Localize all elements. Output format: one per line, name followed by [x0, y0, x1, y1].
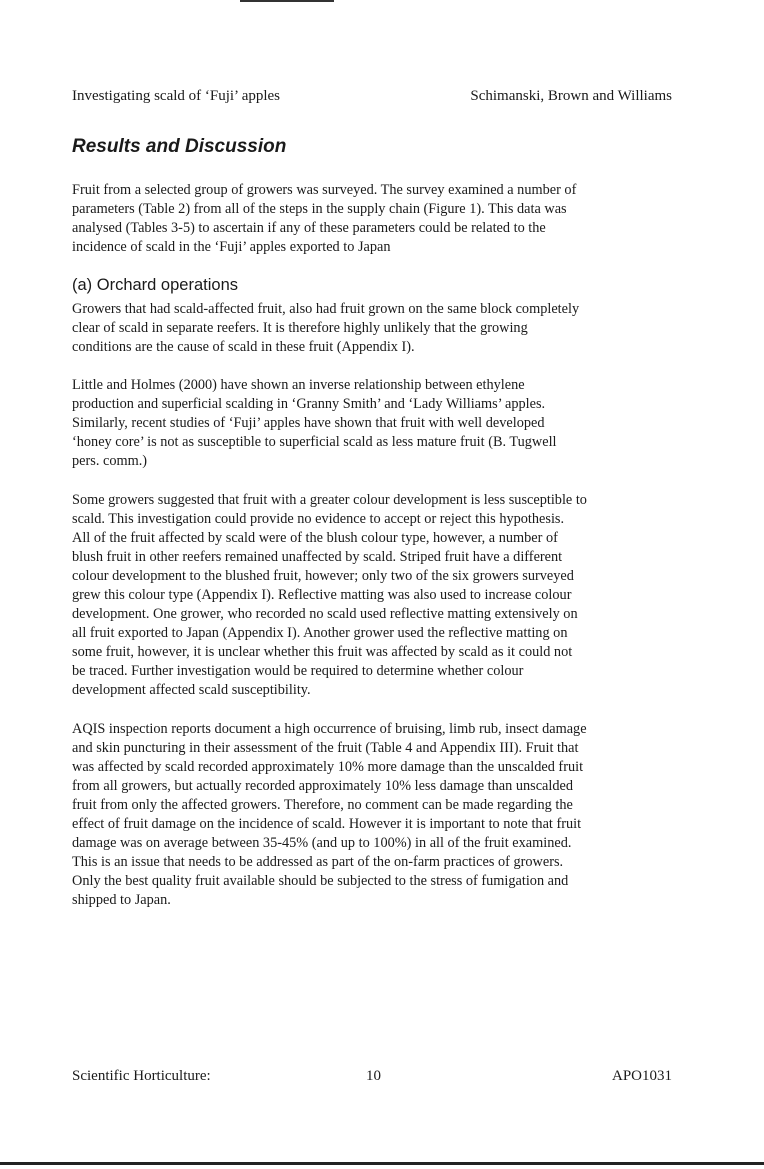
text-line: blush fruit in other reefers remained unaffected by scald. Striped fruit have a different [72, 549, 563, 565]
text-line: development affected scald susceptibility. [72, 682, 311, 698]
text-line: effect of fruit damage on the incidence of scald. However it is important to note that fruit [72, 816, 582, 832]
text-line: ‘honey core’ is not as susceptible to superficial scald as less mature fruit (B. Tugwell [72, 434, 557, 450]
text-line: shipped to Japan. [72, 892, 171, 908]
text-line: Only the best quality fruit available should be subjected to the stress of fumigation and [72, 873, 569, 889]
text-line: analysed (Tables 3-5) to ascertain if any of these parameters could be related to the [72, 220, 546, 236]
intro-paragraph [72, 181, 672, 257]
text-line: from all growers, but actually recorded approximately 10% less damage than unscalded [72, 778, 574, 794]
text-line: incidence of scald in the ‘Fuji’ apples exported to Japan [72, 239, 391, 255]
page-number: 10 [366, 1068, 381, 1084]
text-line: pers. comm.) [72, 453, 148, 469]
text-line: conditions are the cause of scald in these fruit (Appendix I). [72, 339, 415, 355]
text-line: parameters (Table 2) from all of the steps in the supply chain (Figure 1). This data was [72, 201, 567, 217]
bottom-rule [0, 1162, 764, 1165]
text-line: all fruit exported to Japan (Appendix I). Another grower used the reflective matting on [72, 625, 568, 641]
text-line: All of the fruit affected by scald were of the blush colour type, however, a number of [72, 530, 558, 546]
header-authors: Schimanski, Brown and Williams [470, 88, 672, 104]
text-line: fruit from only the affected growers. Therefore, no comment can be made regarding the [72, 797, 573, 813]
text-line: production and superficial scalding in ‘Granny Smith’ and ‘Lady Williams’ apples. [72, 396, 546, 412]
text-line: AQIS inspection reports document a high occurrence of bruising, limb rub, insect damage [72, 721, 587, 737]
text-line: some fruit, however, it is unclear whether this fruit was affected by scald as it could not [72, 644, 573, 660]
paragraph-growing-conditions [72, 300, 672, 357]
text-line: This is an issue that needs to be addressed as part of the on-farm practices of growers. [72, 854, 564, 870]
text-line: clear of scald in separate reefers. It is therefore highly unlikely that the growing [72, 320, 528, 336]
text-line: Growers that had scald-affected fruit, also had fruit grown on the same block completely [72, 301, 580, 317]
text-line: scald. This investigation could provide no evidence to accept or reject this hypothesis. [72, 511, 565, 527]
text-line: damage was on average between 35-45% (and up to 100%) in all of the fruit examined. [72, 835, 572, 851]
text-line: Similarly, recent studies of ‘Fuji’ apples have shown that fruit with well developed [72, 415, 545, 431]
subsection-heading: (a) Orchard operations [72, 276, 238, 294]
paragraph-ethylene [72, 376, 672, 471]
paragraph-aqis-inspection [72, 720, 672, 910]
text-line: be traced. Further investigation would be required to determine whether colour [72, 663, 524, 679]
section-heading: Results and Discussion [72, 136, 287, 157]
text-line: and skin puncturing in their assessment of the fruit (Table 4 and Appendix III). Fruit that [72, 740, 579, 756]
paragraph-colour-development [72, 491, 672, 700]
footer-journal: Scientific Horticulture: [72, 1068, 211, 1084]
text-line: grew this colour type (Appendix I). Reflective matting was also used to increase colour [72, 587, 572, 603]
header-title: Investigating scald of ‘Fuji’ apples [72, 88, 281, 104]
text-line: Some growers suggested that fruit with a greater colour development is less susceptible to [72, 492, 587, 508]
footer-report-code: APO1031 [611, 1068, 672, 1084]
top-rule [240, 0, 334, 2]
text-line: development. One grower, who recorded no scald used reflective matting extensively on [72, 606, 578, 622]
text-line: was affected by scald recorded approximately 10% more damage than the unscalded fruit [72, 759, 584, 775]
text-line: Fruit from a selected group of growers was surveyed. The survey examined a number of [72, 182, 577, 198]
text-line: Little and Holmes (2000) have shown an inverse relationship between ethylene [72, 377, 525, 393]
text-line: colour development to the blushed fruit, however; only two of the six growers surveyed [72, 568, 574, 584]
